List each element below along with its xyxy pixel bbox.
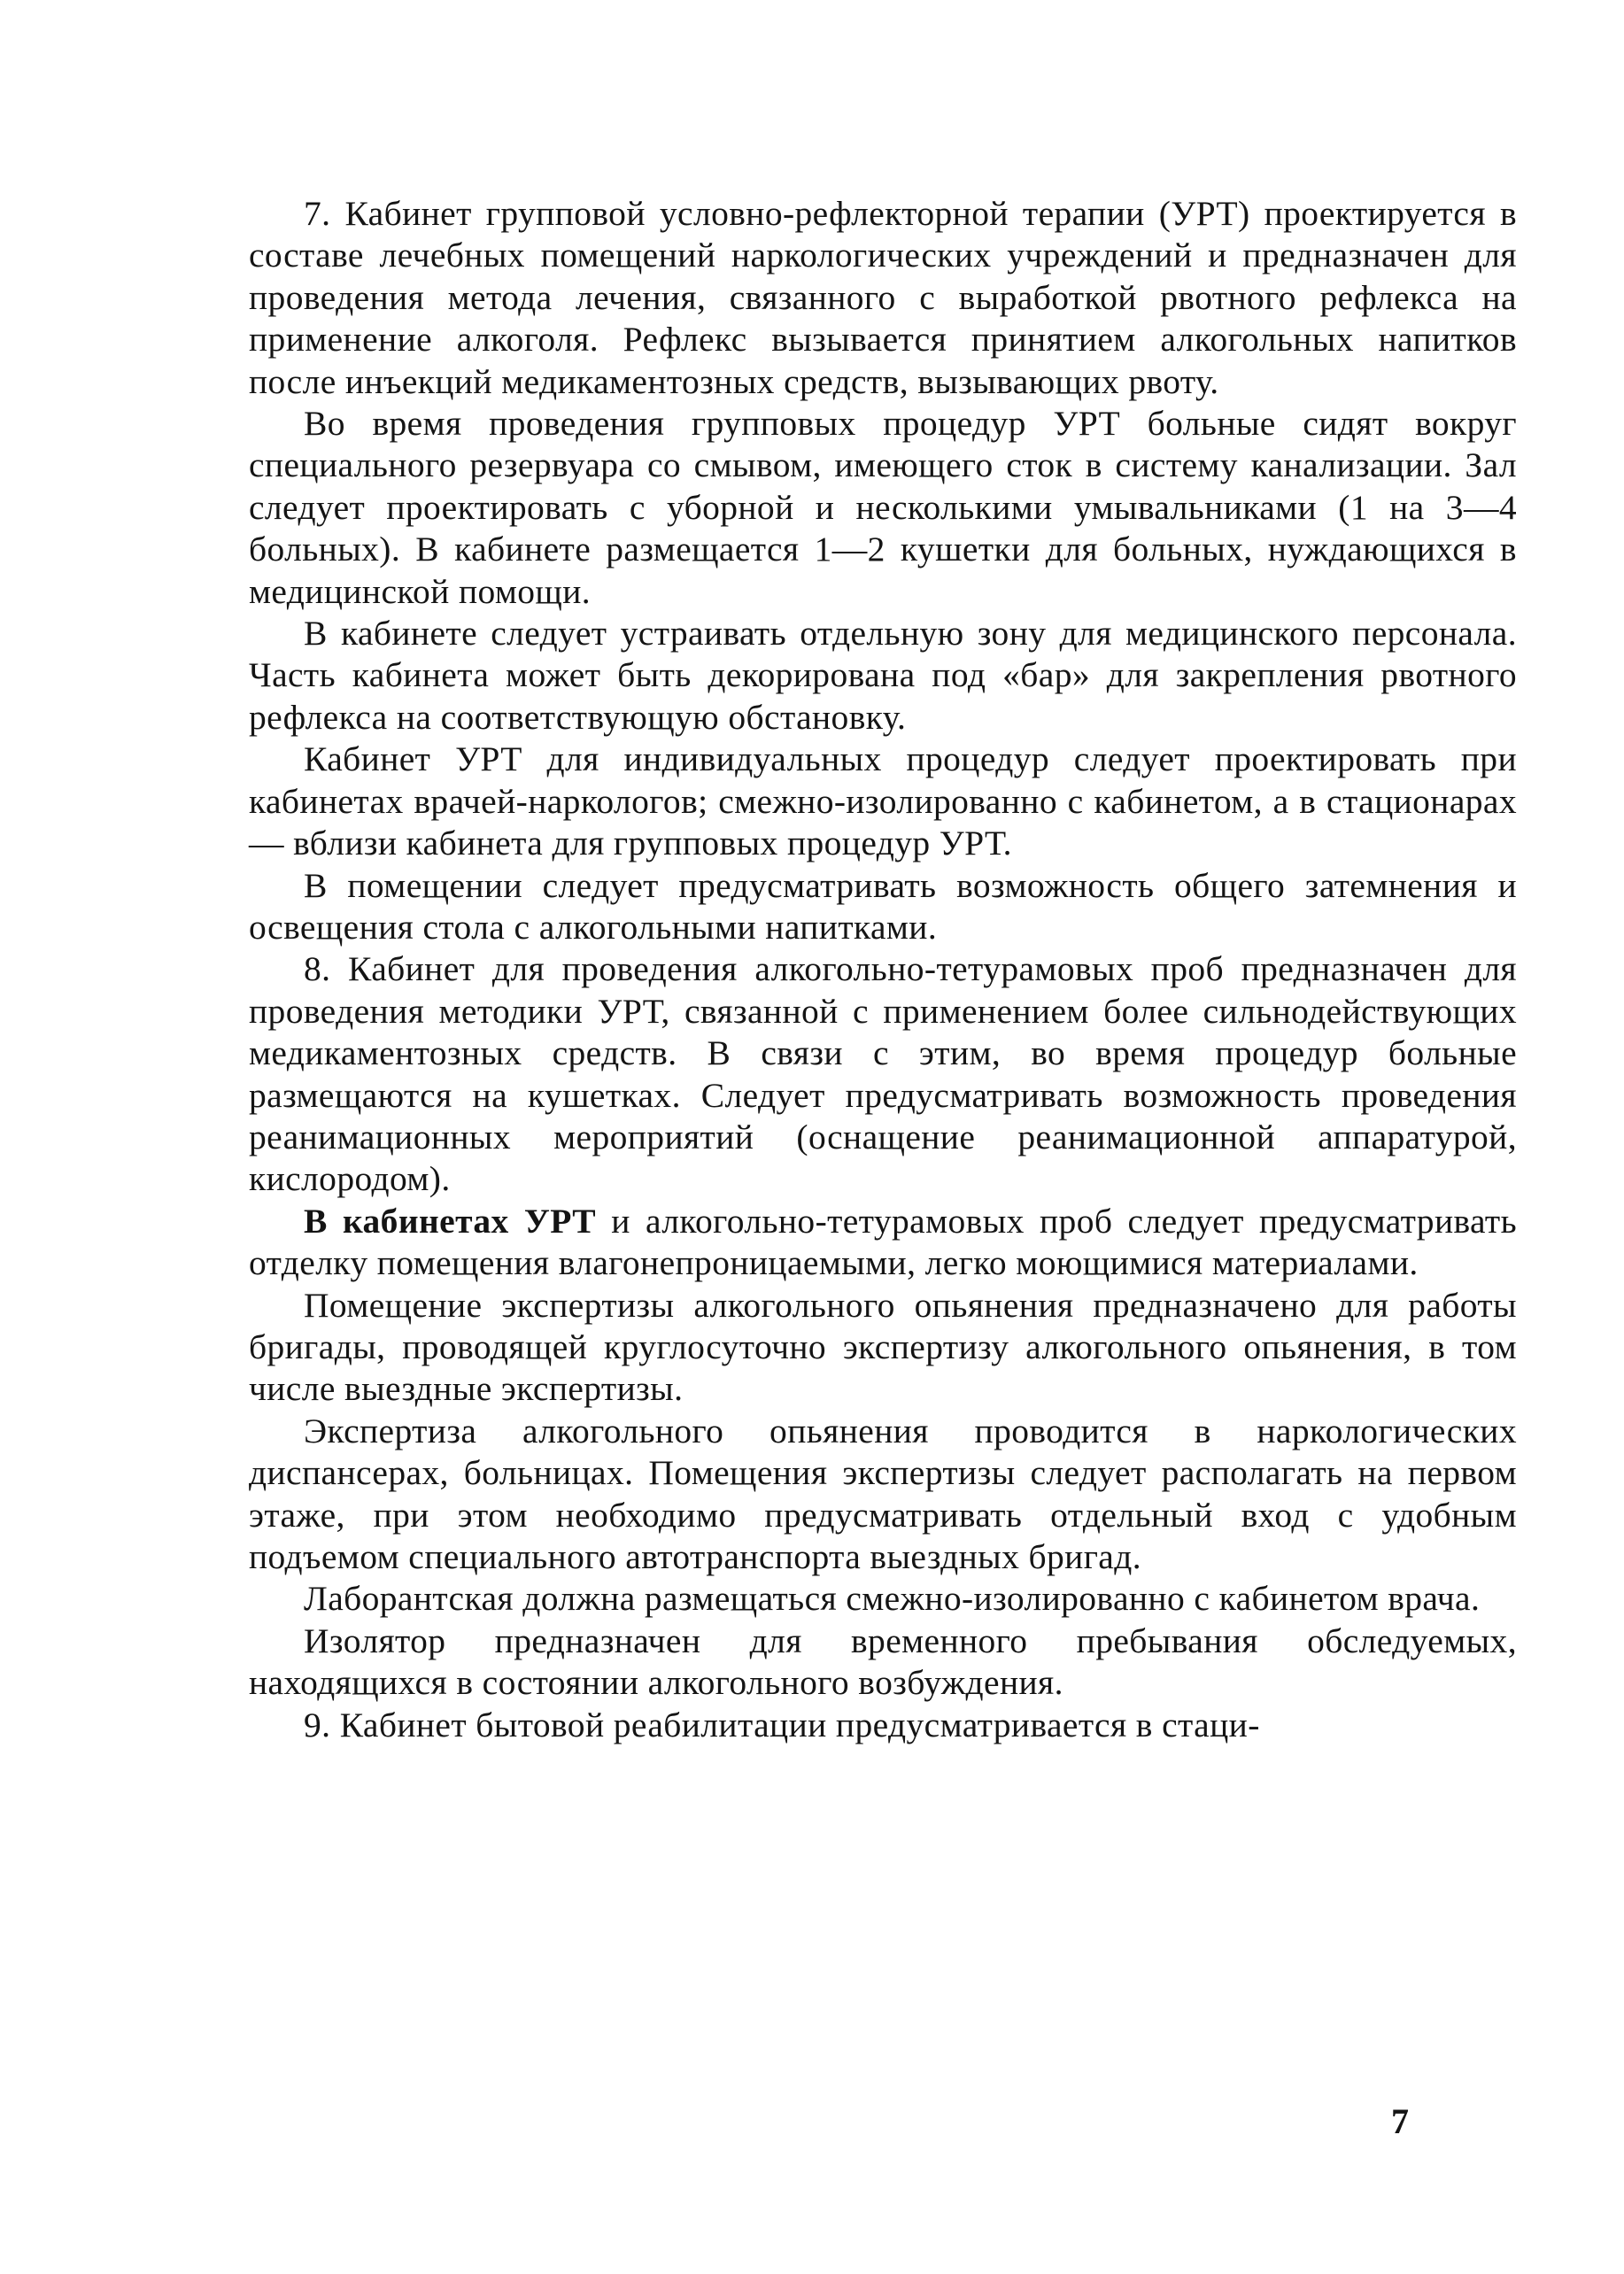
page-number: 7 — [1391, 2101, 1409, 2141]
paragraph-individual-procedures: Кабинет УРТ для индивидуальных процедур следует проектировать при кабинетах врачей-наркологов; смежно-изолированно с кабинетом, а в стационарах — вблизи кабинета для групповых процедур УРТ. — [249, 739, 1517, 863]
paragraph-finishing — [249, 1201, 1517, 1285]
paragraph-lighting: В помещении следует предусматривать возможность общего затемнения и освещения стола с алкогольными напитками. — [249, 865, 1517, 947]
paragraph-staff-zone: В кабинете следует устраивать отдельную зону для медицинского персонала. Часть кабинета может быть декорирована под «бар» для закрепления рвотного рефлекса на соответствующую обстановку. — [249, 614, 1517, 737]
paragraph-isolation-room: Изолятор предназначен для временного пребывания обследуемых, находящихся в состоянии алкогольного возбуждения. — [249, 1620, 1517, 1703]
paragraph-group-procedures: Во время проведения групповых процедур УРТ больные сидят вокруг специального резервуара со смывом, имеющего сток в систему канализации. Зал следует проектировать с уборной и несколькими умывальниками (1 на 3—4 больных). В кабинете размещается 1—2 кушетки для больных, нуждающихся в медицинской помощи. — [249, 404, 1517, 611]
paragraph-rehab-cabinet: 9. Кабинет бытовой реабилитации предусматривается в стаци- — [304, 1705, 1260, 1744]
paragraph-finishing-rest: и алкогольно-тетурамовых проб следует предусматривать отделку помещения влагонепроницаемыми, легко моющимися материалами. — [249, 1201, 1518, 1283]
paragraph-expertise-location: Экспертиза алкогольного опьянения проводится в наркологических диспансерах, больницах. Помещения экспертизы следует располагать на первом этаже, при этом необходимо предусматривать отдельный вход с удобным подъемом специального автотранспорта выездных бригад. — [249, 1411, 1517, 1576]
paragraph-expertise-room: Помещение экспертизы алкогольного опьянения предназначено для работы бригады, проводящей круглосуточно экспертизу алкогольного опьянения, в том числе выездные экспертизы. — [249, 1285, 1517, 1409]
body-text — [249, 193, 1517, 1746]
paragraph-lab-room: Лаборантская должна размещаться смежно-изолированно с кабинетом врача. — [304, 1579, 1481, 1619]
paragraph-urt-cabinet: 7. Кабинет групповой условно-рефлекторной терапии (УРТ) проектируется в составе лечебных помещений наркологических учреждений и предназначен для проведения метода лечения, связанного с выработкой рвотного рефлекса на применение алкоголя. Рефлекс вызывается принятием алкогольных напитков после инъекций медикаментозных средств, вызывающих рвоту. — [249, 194, 1517, 401]
paragraph-finishing-lead: В кабинетах УРТ — [304, 1201, 597, 1241]
paragraph-tetur-cabinet: 8. Кабинет для проведения алкогольно-тетурамовых проб предназначен для проведения методики УРТ, связанной с применением более сильнодействующих медикаментозных средств. В связи с этим, во время процедур больные размещаются на кушетках. Следует предусматривать возможность проведения реанимационных мероприятий (оснащение реанимационной аппаратурой, кислородом). — [249, 949, 1517, 1199]
